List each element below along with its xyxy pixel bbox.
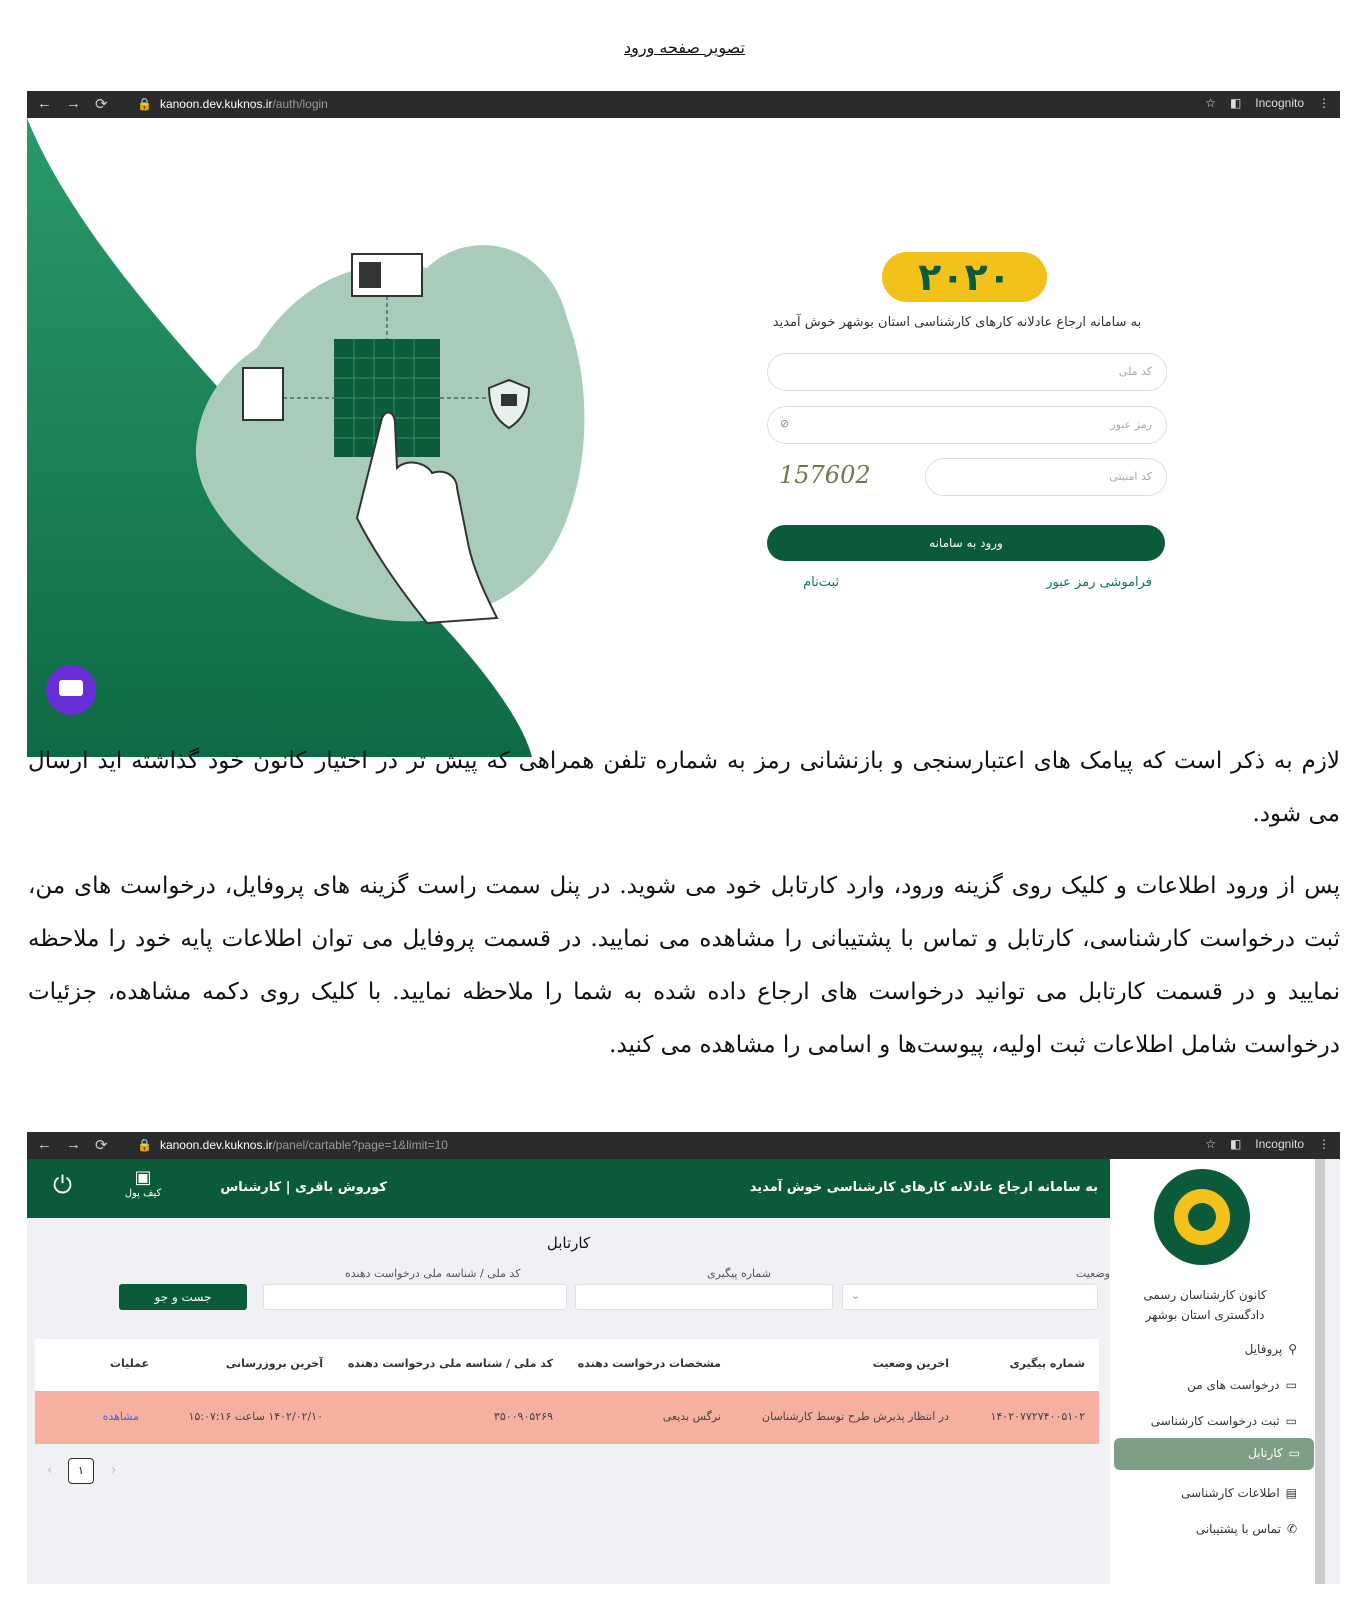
login-welcome: به سامانه ارجاع عادلانه کارهای کارشناسی استان بوشهر خوش آمدید (772, 315, 1142, 330)
col-tracking: شماره پیگیری (1009, 1357, 1085, 1370)
address-bar[interactable]: 🔒 kanoon.dev.kuknos.ir /panel/cartable?page=1&limit=10 (137, 1138, 448, 1152)
lock-icon: 🔒 (137, 1138, 152, 1152)
wallet-icon: ▣ (134, 1167, 152, 1188)
paragraph-1: لازم به ذکر است که پیامک های اعتبارسنجی و بازنشانی رمز به شماره تلفن همراهی که پیش تر در اختیار کانون خود گذاشته اید ارسال می شود. (28, 748, 1340, 827)
status-select[interactable] (842, 1284, 1098, 1310)
cell-national: ۳۵۰۰۹۰۵۲۶۹ (493, 1410, 553, 1423)
search-button[interactable]: جست و جو (119, 1284, 247, 1310)
chevron-right-icon[interactable]: › (111, 1463, 117, 1478)
panel-header (27, 1159, 1110, 1218)
paragraph-2: پس از ورود اطلاعات و کلیک روی گزینه ورود، وارد کارتابل خود می شوید. در پنل سمت راست گزینه های پروفایل، درخواست های من، ثبت درخواست کارشناسی، کارتابل و تماس با پشتیبانی را مشاهده می نمایید. در قسمت پروفایل می توان اطلاعات پایه خود را ملاحظه نمایید و در قسمت کارتابل می توانید درخواست های ارجاع داده شده به شما را ملاحظه نمایید. با کلیک روی دکمه مشاهده، جزئیات درخواست شامل اطلاعات ثبت اولیه، پیوست‌ها و اسامی را مشاهده می کنید. (28, 873, 1340, 1058)
forgot-password-link[interactable]: فراموشی رمز عبور (1046, 575, 1152, 590)
login-submit-button[interactable]: ورود به سامانه (767, 525, 1165, 561)
captcha-input[interactable]: کد امنیتی (925, 458, 1167, 496)
sidebar-item-cartable[interactable]: ▭ کارتابل (1114, 1438, 1314, 1470)
pagination (47, 1458, 147, 1488)
filter-national-label: کد ملی / شناسه ملی درخواست دهنده (345, 1267, 521, 1280)
sidebar-item-new-request[interactable]: ▭ ثبت درخواست کارشناسی (1150, 1414, 1297, 1428)
menu-icon[interactable]: ⋮ (1318, 1137, 1330, 1151)
phone-icon: ✆ (1286, 1522, 1297, 1536)
star-icon[interactable]: ☆ (1205, 96, 1216, 110)
col-actions: عملیات (109, 1357, 149, 1370)
sidebar-item-expert-info[interactable]: ▤ اطلاعات کارشناسی (1181, 1486, 1297, 1500)
folder-icon: ▭ (1288, 1446, 1300, 1460)
cell-requester: نرگس بدیعی (662, 1410, 721, 1423)
national-input[interactable] (263, 1284, 567, 1310)
lock-icon: 🔒 (137, 97, 152, 111)
sidepanel-icon[interactable]: ◧ (1229, 96, 1242, 110)
col-national: کد ملی / شناسه ملی درخواست دهنده (347, 1357, 553, 1370)
eye-off-icon[interactable]: ⊘ (780, 417, 790, 430)
results-table (35, 1339, 1099, 1444)
col-updated: آخرین بروزرسانی (225, 1357, 323, 1370)
panel-screenshot (27, 1159, 1340, 1584)
power-icon[interactable]: ⏻ (53, 1171, 72, 1199)
cell-updated: ۱۴۰۲/۰۲/۱۰ ساعت ۱۵:۰۷:۱۶ (188, 1410, 323, 1423)
national-code-input[interactable]: کد ملی (767, 353, 1167, 391)
chevron-down-icon: ⌄ (851, 1289, 861, 1302)
filter-status-label: وضعیت (1075, 1267, 1110, 1280)
login-screenshot (27, 118, 1340, 757)
browser-toolbar (27, 91, 1340, 118)
incognito-label: Incognito (1255, 96, 1304, 110)
folder-icon: ▭ (1285, 1414, 1297, 1428)
address-bar[interactable]: 🔒 kanoon.dev.kuknos.ir /auth/login (137, 97, 328, 111)
reload-icon[interactable]: ⟳ (95, 96, 108, 113)
org-name: کانون کارشناسان رسمی دادگستری استان بوشهر (1143, 1288, 1267, 1322)
document-icon: ▤ (1285, 1486, 1297, 1500)
header-welcome: به سامانه ارجاع عادلانه کارهای کارشناسی خوش آمدید (749, 1180, 1098, 1195)
sidebar (1110, 1159, 1325, 1584)
user-icon: ⚲ (1288, 1342, 1297, 1356)
col-requester: مشخصات درخواست دهنده (577, 1357, 721, 1370)
back-icon[interactable]: ← (37, 1136, 52, 1153)
back-icon[interactable]: ← (37, 95, 52, 112)
menu-icon[interactable]: ⋮ (1318, 96, 1330, 110)
folder-icon: ▭ (1285, 1378, 1297, 1392)
login-illustration (27, 118, 727, 757)
wallet-button[interactable]: ▣ کیف پول (115, 1167, 171, 1199)
sidebar-item-support[interactable]: ✆ تماس با پشتیبانی (1195, 1522, 1297, 1536)
sidebar-item-profile[interactable]: ⚲ پروفایل (1244, 1342, 1297, 1356)
reload-icon[interactable]: ⟳ (95, 1137, 108, 1154)
sidepanel-icon[interactable]: ◧ (1229, 1137, 1242, 1151)
star-icon[interactable]: ☆ (1205, 1137, 1216, 1151)
org-logo (1154, 1169, 1250, 1265)
user-name: کوروش باقری | کارشناس (220, 1180, 387, 1195)
password-input[interactable]: رمز عبور ⊘ (767, 406, 1167, 444)
filter-tracking-label: شماره پیگیری (707, 1267, 771, 1280)
figure-caption: تصویر صفحه ورود (624, 38, 745, 57)
register-link[interactable]: ثبت‌نام (803, 575, 839, 590)
kanoon-logo: ۲۰۲۰ (882, 252, 1047, 302)
captcha-image[interactable]: 157602 (779, 461, 871, 489)
cell-status: در انتظار پذیرش طرح توسط کارشناسان (762, 1410, 949, 1423)
cell-tracking: ۱۴۰۲۰۷۷۲۷۴۰۰۵۱۰۲ (990, 1410, 1085, 1423)
chevron-left-icon[interactable]: ‹ (47, 1463, 53, 1478)
forward-icon[interactable]: → (66, 1136, 81, 1153)
tracking-input[interactable] (575, 1284, 833, 1310)
browser-toolbar-2 (27, 1132, 1340, 1159)
page-title: کارتابل (546, 1234, 591, 1252)
forward-icon[interactable]: → (66, 95, 81, 112)
scrollbar[interactable] (1315, 1159, 1325, 1584)
page-number-button[interactable]: ۱ (68, 1458, 94, 1484)
table-row (35, 1391, 1099, 1444)
incognito-label: Incognito (1255, 1137, 1304, 1151)
sidebar-item-my-requests[interactable]: ▭ درخواست های من (1187, 1378, 1297, 1392)
col-status: اخرین وضعیت (872, 1357, 949, 1370)
view-link[interactable]: مشاهده (102, 1410, 139, 1423)
